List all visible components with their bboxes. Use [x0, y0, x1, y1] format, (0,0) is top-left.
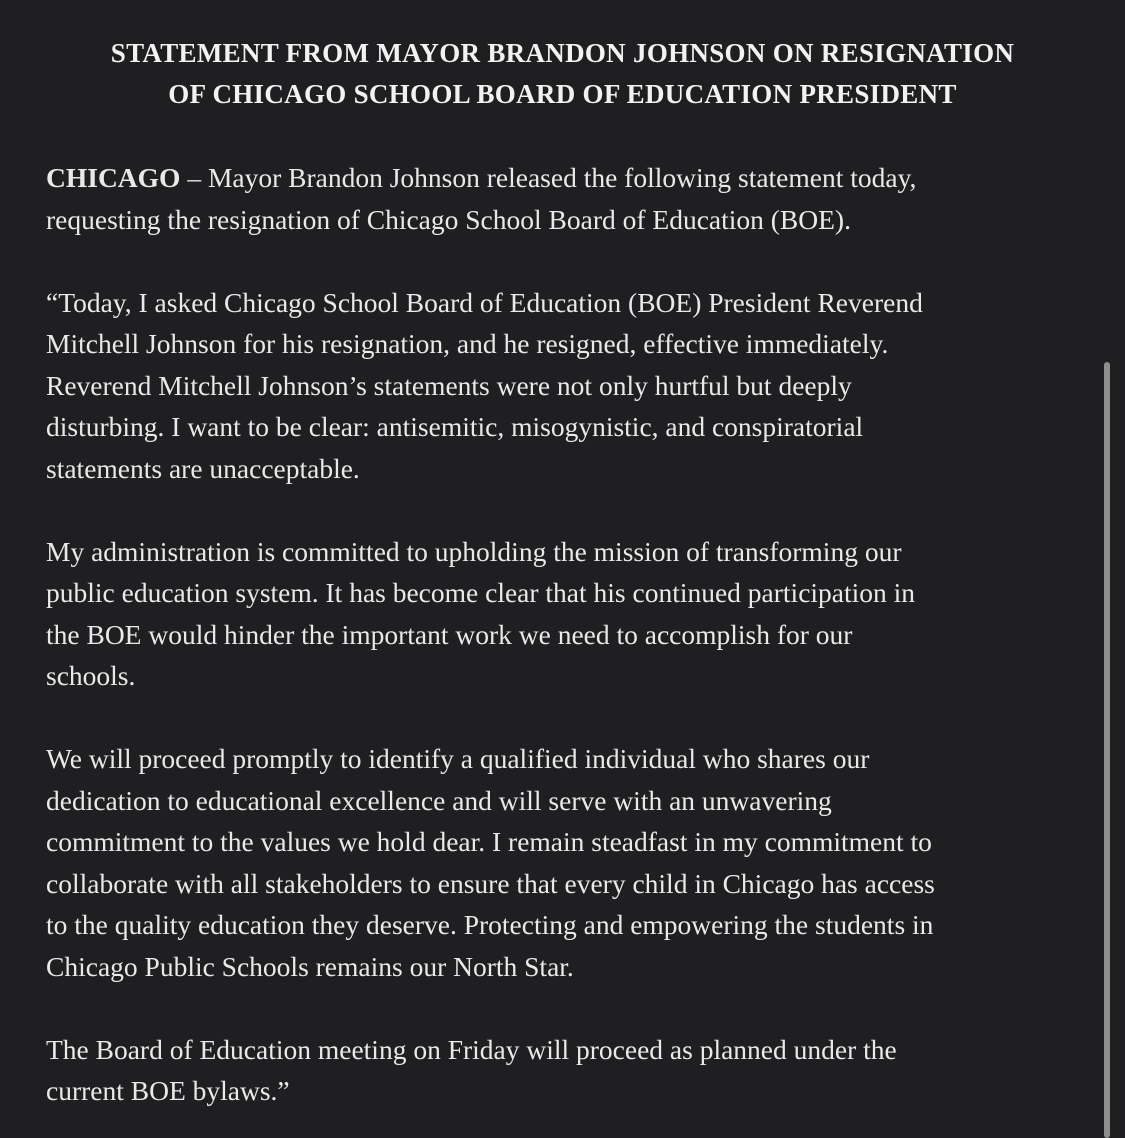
paragraph-line: disturbing. I want to be clear: antisemitic, misogynistic, and conspiratorial [46, 411, 864, 442]
paragraph-line: public education system. It has become clear that his continued participation in [46, 577, 916, 608]
paragraph-line: My administration is committed to upholding the mission of transforming our [46, 535, 902, 567]
intro-line-1-text: – Mayor Brandon Johnson released the following statement today, [180, 162, 917, 193]
paragraph-line: collaborate with all stakeholders to ensure that every child in Chicago has access [46, 867, 935, 899]
paragraph-line: We will proceed promptly to identify a qualified individual who shares our [46, 743, 870, 774]
quote-paragraph-1 [46, 282, 1086, 490]
paragraph-line: Mitchell Johnson for his resignation, and he resigned, effective immediately. [46, 328, 889, 359]
dateline: CHICAGO [46, 162, 181, 193]
statement-body [46, 157, 1086, 1138]
paragraph-line: dedication to educational excellence and will serve with an unwavering [46, 784, 832, 816]
paragraph-line: current BOE bylaws.” [46, 1075, 290, 1106]
quote-paragraph-2 [46, 531, 1086, 697]
statement-title [20, 33, 1105, 115]
intro-line-1 [46, 157, 1086, 199]
quote-paragraph-3 [46, 738, 1086, 987]
paragraph-line: statements are unacceptable. [46, 452, 360, 484]
title-line-2: OF CHICAGO SCHOOL BOARD OF EDUCATION PRESIDENT [168, 79, 957, 109]
paragraph-line: Chicago Public Schools remains our North Star. [46, 950, 574, 982]
paragraph-line: The Board of Education meeting on Friday will proceed as planned under the [46, 1033, 897, 1065]
intro-line-2: requesting the resignation of Chicago School Board of Education (BOE). [46, 203, 851, 235]
paragraph-line: to the quality education they deserve. Protecting and empowering the students in [46, 909, 934, 940]
paragraph-line: Reverend Mitchell Johnson’s statements were not only hurtful but deeply [46, 369, 852, 401]
title-line-1: STATEMENT FROM MAYOR BRANDON JOHNSON ON RESIGNATION [110, 38, 1015, 68]
vertical-scrollbar[interactable] [1104, 362, 1110, 1138]
paragraph-line: commitment to the values we hold dear. I remain steadfast in my commitment to [46, 826, 932, 857]
quote-paragraph-4 [46, 1029, 1086, 1112]
intro-paragraph [46, 157, 1086, 240]
paragraph-line: the BOE would hinder the important work we need to accomplish for our [46, 618, 853, 650]
paragraph-line: schools. [46, 660, 136, 691]
paragraph-line: “Today, I asked Chicago School Board of Education (BOE) President Reverend [46, 286, 923, 318]
